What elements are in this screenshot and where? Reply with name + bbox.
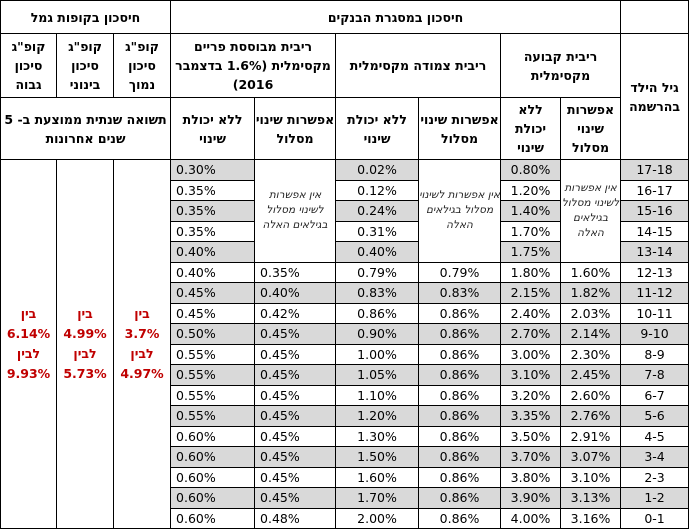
linked-no-switch-note: אין אפשרות לשינוי מסלול בגילאים האלה: [419, 160, 501, 263]
age-cell: 7-8: [621, 365, 689, 386]
prime-no-switch-cell: 0.40%: [171, 262, 255, 283]
gemel-header: חיסכון בקופות גמל: [1, 1, 171, 34]
gemel-return-line: לבין: [130, 346, 154, 361]
linked-no-switch-cell: 0.90%: [336, 324, 419, 345]
age-cell: 6-7: [621, 385, 689, 406]
fixed-no-switch-cell: 3.80%: [501, 467, 561, 488]
age-cell: 0-1: [621, 508, 689, 529]
prime-switch-cell: 0.45%: [255, 467, 336, 488]
linked-no-switch-cell: 1.50%: [336, 447, 419, 468]
linked-no-switch-header: ללא יכולת שינוי: [336, 98, 419, 160]
age-cell: 2-3: [621, 467, 689, 488]
fixed-no-switch-cell: 3.10%: [501, 365, 561, 386]
fixed-no-switch-cell: 3.50%: [501, 426, 561, 447]
linked-no-switch-cell: 1.20%: [336, 406, 419, 427]
linked-no-switch-cell: 0.12%: [336, 180, 419, 201]
linked-no-switch-cell: 0.83%: [336, 283, 419, 304]
linked-switch-cell: 0.86%: [419, 385, 501, 406]
prime-no-switch-cell: 0.60%: [171, 447, 255, 468]
age-cell: 1-2: [621, 488, 689, 509]
fixed-no-switch-header: ללא יכולת שינוי: [501, 98, 561, 160]
linked-switch-cell: 0.79%: [419, 262, 501, 283]
prime-no-switch-cell: 0.30%: [171, 160, 255, 181]
fixed-no-switch-cell: 2.40%: [501, 303, 561, 324]
linked-switch-cell: 0.86%: [419, 447, 501, 468]
fixed-no-switch-cell: 3.70%: [501, 447, 561, 468]
prime-no-switch-cell: 0.55%: [171, 365, 255, 386]
prime-no-switch-cell: 0.35%: [171, 180, 255, 201]
prime-no-switch-cell: 0.40%: [171, 242, 255, 263]
fixed-no-switch-cell: 3.20%: [501, 385, 561, 406]
age-header-top: [621, 1, 689, 34]
linked-no-switch-cell: 0.86%: [336, 303, 419, 324]
prime-switch-header: אפשרות שינוי מסלול: [255, 98, 336, 160]
age-cell: 5-6: [621, 406, 689, 427]
prime-no-switch-cell: 0.45%: [171, 283, 255, 304]
linked-switch-cell: 0.86%: [419, 508, 501, 529]
prime-switch-cell: 0.45%: [255, 385, 336, 406]
prime-switch-cell: 0.42%: [255, 303, 336, 324]
linked-no-switch-cell: 1.30%: [336, 426, 419, 447]
linked-no-switch-cell: 1.70%: [336, 488, 419, 509]
linked-no-switch-cell: 2.00%: [336, 508, 419, 529]
fixed-switch-cell: 2.76%: [561, 406, 621, 427]
fixed-no-switch-cell: 2.15%: [501, 283, 561, 304]
banks-header: חיסכון במסגרת הבנקים: [171, 1, 621, 34]
linked-no-switch-cell: 0.24%: [336, 201, 419, 222]
gemel-return-low: [114, 160, 171, 529]
prime-switch-cell: 0.45%: [255, 406, 336, 427]
gemel-return-line: 3.7%: [124, 326, 160, 341]
fixed-no-switch-cell: 2.70%: [501, 324, 561, 345]
fixed-switch-cell: 1.82%: [561, 283, 621, 304]
prime-no-switch-cell: 0.35%: [171, 201, 255, 222]
prime-no-switch-cell: 0.35%: [171, 221, 255, 242]
age-cell: 13-14: [621, 242, 689, 263]
prime-rate-header: ריבית מבוססת פריים מקסימלית (1.6% בדצמבר 2016): [171, 34, 336, 98]
linked-no-switch-cell: 1.60%: [336, 467, 419, 488]
gemel-return-line: 6.14%: [6, 326, 51, 341]
gemel-return-line: 4.99%: [63, 326, 107, 341]
age-cell: 9-10: [621, 324, 689, 345]
age-cell: 14-15: [621, 221, 689, 242]
prime-switch-cell: 0.45%: [255, 426, 336, 447]
fixed-switch-cell: 3.16%: [561, 508, 621, 529]
linked-no-switch-cell: 1.05%: [336, 365, 419, 386]
linked-switch-cell: 0.86%: [419, 426, 501, 447]
linked-switch-cell: 0.86%: [419, 324, 501, 345]
prime-switch-cell: 0.40%: [255, 283, 336, 304]
age-cell: 3-4: [621, 447, 689, 468]
prime-no-switch-cell: 0.55%: [171, 385, 255, 406]
kupa-low-header: קופ"ג סיכון נמוך: [114, 34, 171, 98]
prime-no-switch-cell: 0.60%: [171, 426, 255, 447]
fixed-no-switch-cell: 1.70%: [501, 221, 561, 242]
fixed-no-switch-cell: 1.80%: [501, 262, 561, 283]
gemel-return-line: 5.73%: [63, 366, 107, 381]
prime-switch-cell: 0.48%: [255, 508, 336, 529]
prime-switch-cell: 0.45%: [255, 447, 336, 468]
age-cell: 10-11: [621, 303, 689, 324]
gemel-return-line: לבין: [16, 346, 41, 361]
prime-no-switch-cell: 0.45%: [171, 303, 255, 324]
fixed-switch-cell: 3.10%: [561, 467, 621, 488]
prime-switch-cell: 0.45%: [255, 324, 336, 345]
fixed-switch-cell: 2.60%: [561, 385, 621, 406]
fixed-no-switch-cell: 3.35%: [501, 406, 561, 427]
gemel-return-line: 9.93%: [6, 366, 51, 381]
age-cell: 11-12: [621, 283, 689, 304]
linked-rate-header: ריבית צמודה מקסימלית: [336, 34, 501, 98]
fixed-switch-cell: 2.45%: [561, 365, 621, 386]
linked-no-switch-cell: 1.10%: [336, 385, 419, 406]
linked-switch-cell: 0.86%: [419, 467, 501, 488]
fixed-switch-cell: 2.14%: [561, 324, 621, 345]
fixed-no-switch-cell: 3.00%: [501, 344, 561, 365]
prime-no-switch-cell: 0.55%: [171, 406, 255, 427]
prime-switch-cell: 0.35%: [255, 262, 336, 283]
linked-switch-header: אפשרות שינוי מסלול: [419, 98, 501, 160]
kupa-high-header: קופ"ג סיכון גבוה: [1, 34, 57, 98]
age-cell: 8-9: [621, 344, 689, 365]
kupa-mid-header: קופ"ג סיכון בינוני: [57, 34, 114, 98]
fixed-no-switch-cell: 1.75%: [501, 242, 561, 263]
table-row: [1, 160, 689, 181]
fixed-no-switch-cell: 0.80%: [501, 160, 561, 181]
linked-switch-cell: 0.86%: [419, 406, 501, 427]
gemel-return-high: [1, 160, 57, 529]
linked-switch-cell: 0.86%: [419, 303, 501, 324]
age-header: גיל הילד בהרשמה: [621, 34, 689, 160]
fixed-switch-cell: 3.07%: [561, 447, 621, 468]
gemel-return-line: בין: [134, 306, 150, 321]
prime-no-switch-cell: 0.60%: [171, 467, 255, 488]
gemel-return-line: בין: [77, 306, 93, 321]
linked-switch-cell: 0.83%: [419, 283, 501, 304]
prime-no-switch-cell: 0.60%: [171, 508, 255, 529]
fixed-switch-header: אפשרות שינוי מסלול: [561, 98, 621, 160]
age-cell: 15-16: [621, 201, 689, 222]
linked-no-switch-cell: 0.79%: [336, 262, 419, 283]
linked-no-switch-cell: 0.31%: [336, 221, 419, 242]
prime-no-switch-cell: 0.55%: [171, 344, 255, 365]
fixed-switch-cell: 2.03%: [561, 303, 621, 324]
fixed-no-switch-cell: 4.00%: [501, 508, 561, 529]
prime-no-switch-cell: 0.50%: [171, 324, 255, 345]
fixed-switch-cell: 2.30%: [561, 344, 621, 365]
fixed-switch-cell: 2.91%: [561, 426, 621, 447]
avg-return-header: תשואה שנתית ממוצעת ב- 5 שנים אחרונות: [1, 98, 171, 160]
prime-no-switch-cell: 0.60%: [171, 488, 255, 509]
age-cell: 16-17: [621, 180, 689, 201]
gemel-return-mid: [57, 160, 114, 529]
prime-no-switch-header: ללא יכולת שינוי: [171, 98, 255, 160]
linked-no-switch-cell: 0.02%: [336, 160, 419, 181]
gemel-return-line: בין: [20, 306, 37, 321]
linked-switch-cell: 0.86%: [419, 488, 501, 509]
fixed-no-switch-note: אין אפשרות לשינוי מסלול בגילאים האלה: [561, 160, 621, 263]
linked-no-switch-cell: 1.00%: [336, 344, 419, 365]
fixed-switch-cell: 3.13%: [561, 488, 621, 509]
fixed-no-switch-cell: 1.20%: [501, 180, 561, 201]
age-cell: 4-5: [621, 426, 689, 447]
prime-switch-cell: 0.45%: [255, 488, 336, 509]
fixed-switch-cell: 1.60%: [561, 262, 621, 283]
fixed-no-switch-cell: 1.40%: [501, 201, 561, 222]
prime-no-switch-note: אין אפשרות לשינוי מסלול בגילאים האלה: [255, 160, 336, 263]
age-cell: 17-18: [621, 160, 689, 181]
prime-switch-cell: 0.45%: [255, 365, 336, 386]
prime-switch-cell: 0.45%: [255, 344, 336, 365]
gemel-return-line: לבין: [73, 346, 97, 361]
linked-switch-cell: 0.86%: [419, 344, 501, 365]
gemel-return-line: 4.97%: [120, 366, 164, 381]
linked-switch-cell: 0.86%: [419, 365, 501, 386]
fixed-no-switch-cell: 3.90%: [501, 488, 561, 509]
fixed-rate-header: ריבית קבועה מקסימלית: [501, 34, 621, 98]
linked-no-switch-cell: 0.40%: [336, 242, 419, 263]
age-cell: 12-13: [621, 262, 689, 283]
